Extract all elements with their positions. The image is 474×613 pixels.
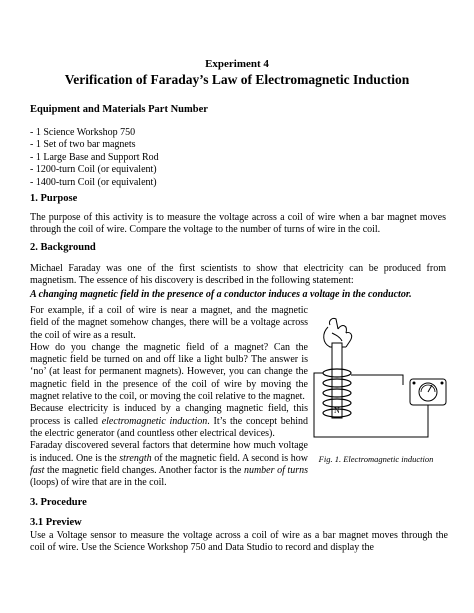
background-body: [30, 305, 308, 489]
text-run: of the magnetic field. A second is how: [151, 452, 308, 464]
emphasis: electromagnetic induction: [101, 415, 208, 427]
procedure-heading: 3. Procedure: [30, 497, 87, 508]
text-run: . It’s the concept behind the electric generator (and countless other electrical devices).: [30, 415, 308, 439]
emphasis: number of turns: [243, 464, 308, 476]
background-heading: 2. Background: [30, 242, 96, 253]
list-item: - 1 Set of two bar magnets: [30, 139, 136, 151]
magnet-pole-label: N: [334, 406, 340, 415]
paragraph: How do you change the magnetic field of a magnet? Can the magnetic field be turned on and off like a light bulb? The answer is ‘no’ (at least for permanent magnets). However, you can change the magnetic field in the presence of the coil of wire by moving the magnet relative to the coil, or moving the coil relative to the magnet.: [30, 341, 308, 403]
purpose-heading: 1. Purpose: [30, 193, 78, 204]
document-title: Verification of Faraday’s Law of Electromagnetic Induction: [64, 72, 410, 87]
background-intro: Michael Faraday was one of the first scientists to show that electricity can be produced from magnetism. The essence of his discovery is described in the following statement:: [30, 263, 446, 287]
paragraph: [30, 440, 308, 489]
list-item: - 1400-turn Coil (or equivalent): [30, 176, 157, 188]
preview-text: Use a Voltage sensor to measure the voltage across a coil of wire as a bar magnet moves through the coil of wire. Use the Science Workshop 750 and Data Studio to record and display the: [30, 530, 448, 554]
faraday-statement: A changing magnetic field in the presence of a conductor induces a voltage in the conductor.: [30, 289, 412, 300]
list-item: - 1200-turn Coil (or equivalent): [30, 164, 157, 176]
caption-text: Electromagnetic induction: [343, 454, 434, 464]
induction-figure: [308, 313, 458, 453]
paragraph: For example, if a coil of wire is near a magnet, and the magnetic field of the magnet somehow changes, there will be a voltage across the coil of wire as a result.: [30, 305, 308, 341]
text-run: the magnetic field changes. Another factor is the: [44, 464, 244, 476]
figure-caption: [316, 454, 436, 464]
preview-heading: 3.1 Preview: [30, 517, 82, 528]
text-run: Because electricity is induced by a changing magnetic field, this process is called: [30, 403, 308, 427]
experiment-number: Experiment 4: [205, 58, 269, 70]
galvanometer: [410, 379, 446, 405]
equipment-heading: Equipment and Materials Part Number: [30, 104, 208, 115]
text-run: (loops) of wire that are in the coil.: [30, 477, 167, 489]
text-run: Faraday discovered several factors that determine how much voltage is induced. One is the: [30, 440, 308, 464]
figure-label: Fig. 1.: [318, 454, 342, 464]
paragraph: [30, 403, 308, 440]
list-item: - 1 Science Workshop 750: [30, 127, 136, 138]
emphasis: strength: [119, 452, 152, 464]
emphasis: fast: [30, 464, 45, 476]
list-item: - 1 Large Base and Support Rod: [30, 151, 159, 163]
equipment-list: [30, 127, 159, 189]
purpose-text: The purpose of this activity is to measure the voltage across a coil of wire when a bar magnet moves through the coil of wire. Compare the voltage to the number of turns of wire in the coil.: [30, 212, 446, 236]
